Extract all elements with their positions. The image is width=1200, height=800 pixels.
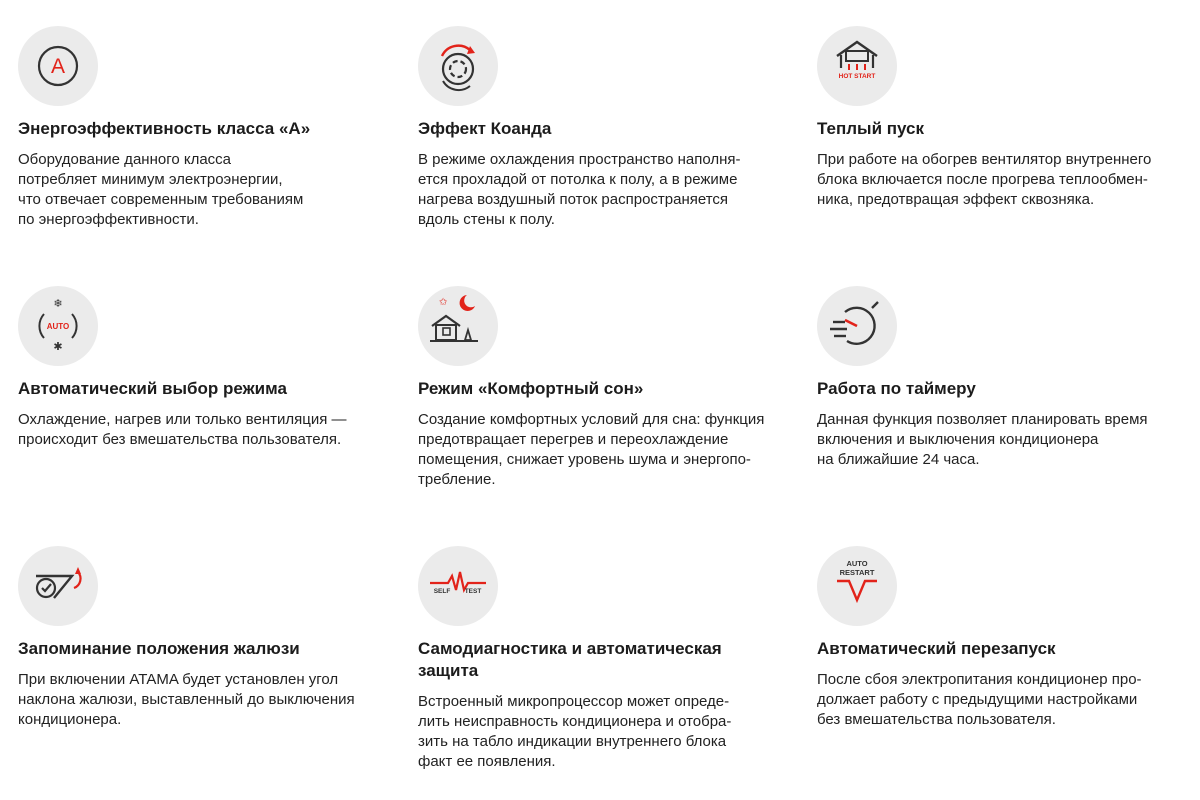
- auto-restart-label-1: AUTO: [846, 559, 868, 568]
- feature-title: Автоматический выбор режима: [18, 379, 287, 398]
- feature-description: При включении ATAMA будет установлен угол наклона жалюзи, выставленный до выключения кондиционера.: [18, 671, 355, 728]
- feature-title: Самодиагностика и автоматическая защита: [418, 639, 722, 680]
- feature-description: Оборудование данного класса потребляет минимум электроэнергии, что отвечает современным требованиям по энергоэффективности.: [18, 151, 304, 228]
- svg-text:❄: ❄: [53, 297, 63, 310]
- hot-start-label: HOT START: [838, 73, 876, 80]
- feature-description: При работе на обогрев вентилятор внутреннего блока включается после прогрева теплообмен- ника, предотвращая эффект сквозняка.: [817, 151, 1152, 208]
- feature-description: После сбоя электропитания кондиционер про- должает работу с предыдущими настройками без вмешательства пользователя.: [817, 671, 1142, 728]
- louver-memory-icon: [18, 546, 98, 626]
- self-test-icon: [418, 546, 498, 626]
- timer-icon: [817, 286, 897, 366]
- coanda-effect-icon: [418, 26, 498, 106]
- feature-description: Создание комфортных условий для сна: функция предотвращает перегрев и переохлаждение помещения, снижает уровень шума и энергопо- требление.: [418, 411, 765, 488]
- self-label: SELF: [433, 588, 451, 595]
- feature-description: Охлаждение, нагрев или только вентиляция — происходит без вмешательства пользователя.: [18, 411, 347, 448]
- feature-title: Автоматический перезапуск: [817, 639, 1056, 658]
- feature-description: Данная функция позволяет планировать время включения и выключения кондиционера на ближайшие 24 часа.: [817, 411, 1148, 468]
- feature-title: Энергоэффективность класса «А»: [18, 119, 311, 138]
- comfort-sleep-icon: [418, 286, 498, 366]
- svg-text:A: A: [50, 55, 66, 78]
- feature-description: В режиме охлаждения пространство наполня- ется прохладой от потолка к полу, а в режиме нагрева воздушный поток распространяется вдоль стены к полу.: [418, 151, 741, 228]
- auto-restart-label-2: RESTART: [839, 568, 875, 577]
- hot-start-icon: [817, 26, 897, 106]
- feature-title: Режим «Комфортный сон»: [418, 379, 644, 398]
- auto-label: AUTO: [46, 322, 70, 331]
- feature-description: Встроенный микропроцессор может опреде- лить неисправность кондиционера и отобра- зить на табло индикации внутреннего блока факт ее появления.: [418, 693, 732, 770]
- test-label: TEST: [464, 588, 482, 595]
- feature-title: Теплый пуск: [817, 119, 925, 138]
- svg-text:✱: ✱: [53, 340, 63, 353]
- feature-title: Работа по таймеру: [817, 379, 976, 398]
- energy-class-a-icon: [18, 26, 98, 106]
- auto-restart-icon: [817, 546, 897, 626]
- auto-mode-icon: [18, 286, 98, 366]
- svg-text:✩: ✩: [439, 297, 448, 308]
- feature-title: Эффект Коанда: [418, 119, 552, 138]
- feature-title: Запоминание положения жалюзи: [18, 639, 300, 658]
